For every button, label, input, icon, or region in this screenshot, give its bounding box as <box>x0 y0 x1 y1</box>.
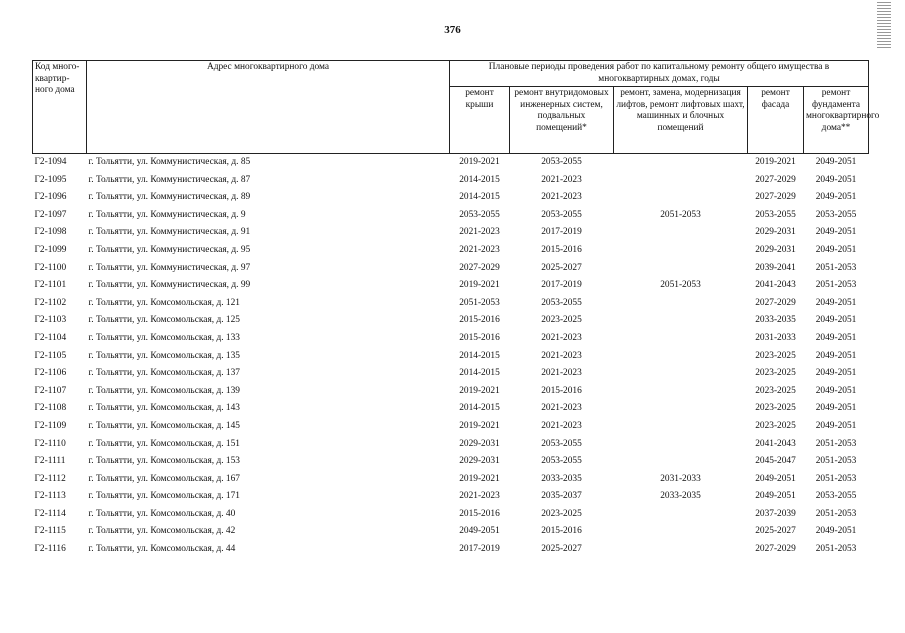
cell-engineering: 2021-2023 <box>541 192 582 203</box>
cell-lifts <box>614 365 748 383</box>
cell-facade: 2029-2031 <box>755 227 796 238</box>
cell-code: Г2-1101 <box>34 280 67 291</box>
table-row <box>33 541 869 559</box>
cell-address: г. Тольятти, ул. Комсомольская, д. 44 <box>88 544 236 555</box>
cell-facade: 2039-2041 <box>755 262 796 273</box>
cell-code: Г2-1100 <box>34 262 67 273</box>
cell-roof: 2019-2021 <box>459 157 500 167</box>
cell-code: Г2-1114 <box>34 508 66 519</box>
cell-facade: 2041-2043 <box>755 438 796 449</box>
cell-address: г. Тольятти, ул. Коммунистическая, д. 95 <box>88 244 251 255</box>
cell-lifts <box>614 418 748 436</box>
cell-foundation: 2049-2051 <box>815 227 857 238</box>
cell-facade: 2029-2031 <box>755 244 796 255</box>
cell-engineering: 2053-2055 <box>541 438 582 449</box>
cell-code: Г2-1096 <box>34 192 67 203</box>
cell-roof: 2029-2031 <box>459 456 500 467</box>
cell-lifts <box>614 436 748 454</box>
cell-engineering: 2053-2055 <box>541 456 582 467</box>
table-row <box>33 277 869 295</box>
cell-engineering: 2025-2027 <box>541 544 582 555</box>
cell-engineering: 2033-2035 <box>541 473 582 484</box>
header-code: Код много-квартир-ного дома <box>33 61 87 154</box>
cell-roof: 2014-2015 <box>459 368 500 379</box>
table-row <box>33 523 869 541</box>
cell-roof: 2019-2021 <box>459 385 500 396</box>
cell-facade: 2027-2029 <box>755 174 796 185</box>
cell-facade: 2045-2047 <box>755 456 796 467</box>
table-header <box>33 61 880 154</box>
cell-facade: 2053-2055 <box>755 209 796 220</box>
cell-foundation: 2049-2051 <box>815 350 857 361</box>
cell-lifts <box>614 260 748 278</box>
cell-engineering: 2017-2019 <box>541 280 582 291</box>
cell-roof: 2014-2015 <box>459 350 500 361</box>
cell-code: Г2-1107 <box>34 385 67 396</box>
cell-engineering: 2021-2023 <box>541 174 582 185</box>
cell-lifts <box>614 172 748 190</box>
cell-engineering: 2017-2019 <box>541 227 582 238</box>
cell-facade: 2025-2027 <box>755 526 796 537</box>
table-row <box>33 260 869 278</box>
cell-facade: 2037-2039 <box>755 508 796 519</box>
cell-facade: 2049-2051 <box>755 491 796 502</box>
cell-lifts <box>614 154 748 172</box>
cell-address: г. Тольятти, ул. Комсомольская, д. 139 <box>88 385 240 396</box>
cell-address: г. Тольятти, ул. Коммунистическая, д. 87 <box>88 174 251 185</box>
table-row <box>33 207 869 225</box>
cell-engineering: 2053-2055 <box>541 157 582 167</box>
cell-address: г. Тольятти, ул. Комсомольская, д. 133 <box>88 332 240 343</box>
cell-code: Г2-1115 <box>34 526 66 537</box>
cell-address: г. Тольятти, ул. Комсомольская, д. 145 <box>88 420 240 431</box>
cell-address: г. Тольятти, ул. Комсомольская, д. 125 <box>88 315 240 326</box>
cell-lifts <box>614 383 748 401</box>
cell-engineering: 2053-2055 <box>541 297 582 308</box>
cell-foundation: 2051-2053 <box>815 473 857 484</box>
cell-facade: 2027-2029 <box>755 192 796 203</box>
cell-foundation: 2049-2051 <box>815 420 857 431</box>
repair-schedule-table <box>32 60 880 559</box>
cell-foundation: 2049-2051 <box>815 315 857 326</box>
cell-roof: 2053-2055 <box>459 209 500 220</box>
cell-foundation: 2053-2055 <box>815 491 857 502</box>
cell-engineering: 2021-2023 <box>541 420 582 431</box>
cell-facade: 2027-2029 <box>755 544 796 555</box>
cell-foundation: 2049-2051 <box>815 403 857 414</box>
cell-engineering: 2015-2016 <box>541 526 582 537</box>
table-row <box>33 383 869 401</box>
cell-address: г. Тольятти, ул. Комсомольская, д. 42 <box>88 526 236 537</box>
cell-code: Г2-1106 <box>34 368 67 379</box>
cell-address: г. Тольятти, ул. Коммунистическая, д. 99 <box>88 280 251 291</box>
cell-lifts <box>614 400 748 418</box>
cell-roof: 2029-2031 <box>459 438 500 449</box>
cell-foundation: 2049-2051 <box>815 157 857 167</box>
cell-address: г. Тольятти, ул. Комсомольская, д. 135 <box>88 350 240 361</box>
table-row <box>33 471 869 489</box>
cell-foundation: 2051-2053 <box>815 544 857 555</box>
cell-code: Г2-1102 <box>34 297 67 308</box>
cell-address: г. Тольятти, ул. Коммунистическая, д. 9 <box>88 209 246 220</box>
cell-code: Г2-1110 <box>34 438 66 449</box>
cell-facade: 2023-2025 <box>755 385 796 396</box>
table-row <box>33 330 869 348</box>
cell-roof: 2014-2015 <box>459 192 500 203</box>
cell-lifts: 2031-2033 <box>660 473 701 484</box>
cell-foundation: 2049-2051 <box>815 526 857 537</box>
cell-lifts: 2051-2053 <box>660 209 701 220</box>
cell-facade: 2031-2033 <box>755 332 796 343</box>
cell-facade: 2041-2043 <box>755 280 796 291</box>
cell-roof: 2014-2015 <box>459 174 500 185</box>
table-row <box>33 224 869 242</box>
cell-address: г. Тольятти, ул. Коммунистическая, д. 91 <box>88 227 251 238</box>
cell-roof: 2017-2019 <box>459 544 500 555</box>
header-foundation: ремонт фундамента многоквартирного дома** <box>804 87 869 154</box>
cell-address: г. Тольятти, ул. Коммунистическая, д. 85 <box>88 157 251 167</box>
cell-code: Г2-1103 <box>34 315 67 326</box>
cell-roof: 2014-2015 <box>459 403 500 414</box>
cell-foundation: 2049-2051 <box>815 332 857 343</box>
cell-lifts <box>614 541 748 559</box>
cell-code: Г2-1095 <box>34 174 67 185</box>
cell-foundation: 2051-2053 <box>815 438 857 449</box>
cell-lifts: 2033-2035 <box>660 491 701 502</box>
header-address: Адрес многоквартирного дома <box>87 61 450 154</box>
table-row <box>33 242 869 260</box>
cell-roof: 2021-2023 <box>459 244 500 255</box>
cell-foundation: 2051-2053 <box>815 508 857 519</box>
cell-engineering: 2025-2027 <box>541 262 582 273</box>
cell-address: г. Тольятти, ул. Комсомольская, д. 137 <box>88 368 240 379</box>
cell-lifts <box>614 242 748 260</box>
table-row <box>33 295 869 313</box>
cell-code: Г2-1109 <box>34 420 67 431</box>
cell-engineering: 2021-2023 <box>541 350 582 361</box>
cell-facade: 2023-2025 <box>755 403 796 414</box>
cell-lifts <box>614 189 748 207</box>
cell-engineering: 2023-2025 <box>541 315 582 326</box>
cell-facade: 2023-2025 <box>755 350 796 361</box>
header-periods-group: Плановые периоды проведения работ по капитальному ремонту общего имущества в многоквартирных домах, годы <box>450 61 869 87</box>
cell-code: Г2-1105 <box>34 350 67 361</box>
cell-address: г. Тольятти, ул. Коммунистическая, д. 97 <box>88 262 251 273</box>
cell-foundation: 2053-2055 <box>815 209 857 220</box>
cell-engineering: 2021-2023 <box>541 332 582 343</box>
table-row <box>33 154 869 172</box>
table-row <box>33 506 869 524</box>
cell-engineering: 2021-2023 <box>541 403 582 414</box>
cell-roof: 2021-2023 <box>459 491 500 502</box>
cell-foundation: 2051-2053 <box>815 456 857 467</box>
cell-roof: 2027-2029 <box>459 262 500 273</box>
cell-code: Г2-1104 <box>34 332 67 343</box>
cell-address: г. Тольятти, ул. Коммунистическая, д. 89 <box>88 192 251 203</box>
cell-engineering: 2015-2016 <box>541 385 582 396</box>
cell-lifts <box>614 295 748 313</box>
cell-foundation: 2049-2051 <box>815 297 857 308</box>
header-engineering: ремонт внутридомовых инженерных систем, подвальных помещений* <box>510 87 614 154</box>
cell-facade: 2049-2051 <box>755 473 796 484</box>
cell-lifts <box>614 523 748 541</box>
cell-code: Г2-1113 <box>34 491 66 502</box>
cell-facade: 2033-2035 <box>755 315 796 326</box>
cell-foundation: 2051-2053 <box>815 262 857 273</box>
cell-lifts <box>614 330 748 348</box>
cell-roof: 2015-2016 <box>459 315 500 326</box>
cell-address: г. Тольятти, ул. Комсомольская, д. 153 <box>88 456 240 467</box>
cell-code: Г2-1116 <box>34 544 66 555</box>
cell-facade: 2019-2021 <box>755 157 796 167</box>
cell-roof: 2019-2021 <box>459 420 500 431</box>
cell-code: Г2-1098 <box>34 227 67 238</box>
cell-address: г. Тольятти, ул. Комсомольская, д. 151 <box>88 438 240 449</box>
cell-roof: 2015-2016 <box>459 332 500 343</box>
cell-address: г. Тольятти, ул. Комсомольская, д. 171 <box>88 491 240 502</box>
cell-lifts <box>614 453 748 471</box>
cell-roof: 2049-2051 <box>459 526 500 537</box>
table-row <box>33 172 869 190</box>
cell-code: Г2-1108 <box>34 403 67 414</box>
header-lifts: ремонт, замена, модернизация лифтов, ремонт лифтовых шахт, машинных и блочных помещений <box>614 87 748 154</box>
table-row <box>33 312 869 330</box>
cell-foundation: 2049-2051 <box>815 368 857 379</box>
cell-roof: 2051-2053 <box>459 297 500 308</box>
table-row <box>33 488 869 506</box>
cell-foundation: 2049-2051 <box>815 174 857 185</box>
cell-address: г. Тольятти, ул. Комсомольская, д. 121 <box>88 297 240 308</box>
cell-roof: 2021-2023 <box>459 227 500 238</box>
cell-foundation: 2051-2053 <box>815 280 857 291</box>
cell-roof: 2019-2021 <box>459 473 500 484</box>
cell-engineering: 2021-2023 <box>541 368 582 379</box>
cell-engineering: 2015-2016 <box>541 244 582 255</box>
cell-engineering: 2023-2025 <box>541 508 582 519</box>
cell-lifts <box>614 312 748 330</box>
header-roof: ремонт крыши <box>450 87 510 154</box>
cell-facade: 2023-2025 <box>755 368 796 379</box>
cell-roof: 2015-2016 <box>459 508 500 519</box>
cell-address: г. Тольятти, ул. Комсомольская, д. 167 <box>88 473 240 484</box>
table-row <box>33 189 869 207</box>
cell-code: Г2-1094 <box>34 157 67 167</box>
cell-code: Г2-1097 <box>34 209 67 220</box>
cell-code: Г2-1112 <box>34 473 66 484</box>
cell-foundation: 2049-2051 <box>815 385 857 396</box>
cell-code: Г2-1111 <box>34 456 66 467</box>
header-facade: ремонт фасада <box>748 87 804 154</box>
cell-lifts <box>614 224 748 242</box>
table-row <box>33 348 869 366</box>
cell-foundation: 2049-2051 <box>815 192 857 203</box>
cell-lifts <box>614 348 748 366</box>
page-number: 376 <box>444 24 461 36</box>
table-row <box>33 436 869 454</box>
table-row <box>33 400 869 418</box>
table-row <box>33 365 869 383</box>
table-body <box>33 154 869 559</box>
cell-facade: 2023-2025 <box>755 420 796 431</box>
cell-lifts: 2051-2053 <box>660 280 701 291</box>
table-row <box>33 418 869 436</box>
cell-engineering: 2035-2037 <box>541 491 582 502</box>
cell-address: г. Тольятти, ул. Комсомольская, д. 40 <box>88 508 236 519</box>
cell-engineering: 2053-2055 <box>541 209 582 220</box>
cell-facade: 2027-2029 <box>755 297 796 308</box>
scan-mark <box>877 2 891 50</box>
cell-roof: 2019-2021 <box>459 280 500 291</box>
cell-address: г. Тольятти, ул. Комсомольская, д. 143 <box>88 403 240 414</box>
table-row <box>33 453 869 471</box>
cell-code: Г2-1099 <box>34 244 67 255</box>
cell-lifts <box>614 506 748 524</box>
cell-foundation: 2049-2051 <box>815 244 857 255</box>
